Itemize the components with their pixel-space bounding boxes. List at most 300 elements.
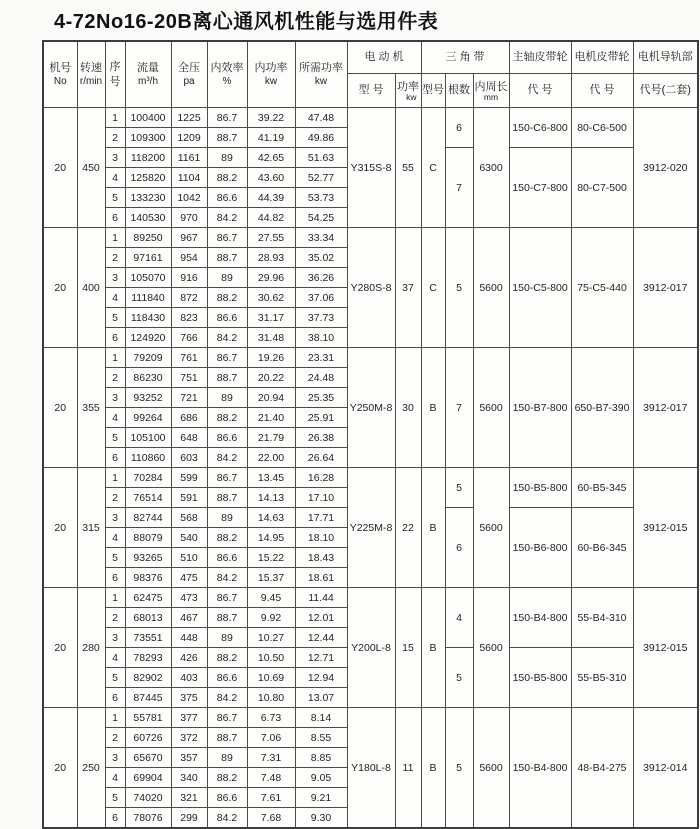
cell-rail-code: 3912-014 xyxy=(633,708,698,829)
col-speed: 转速 r/min xyxy=(77,41,105,108)
cell-seq: 6 xyxy=(105,208,125,228)
cell-internal-power: 7.06 xyxy=(247,728,295,748)
cell-pressure: 603 xyxy=(171,448,207,468)
cell-flow: 105070 xyxy=(125,268,171,288)
cell-belt-length: 5600 xyxy=(473,708,509,829)
cell-motor-model: Y315S-8 xyxy=(347,108,395,228)
cell-belt-length: 5600 xyxy=(473,468,509,588)
cell-required-power: 12.94 xyxy=(295,668,347,688)
cell-flow: 125820 xyxy=(125,168,171,188)
cell-rail-code: 3912-020 xyxy=(633,108,698,228)
cell-flow: 105100 xyxy=(125,428,171,448)
cell-required-power: 18.43 xyxy=(295,548,347,568)
cell-shaft-pulley-code: 150-C7-800 xyxy=(509,148,571,228)
cell-internal-power: 27.55 xyxy=(247,228,295,248)
cell-belt-count: 6 xyxy=(445,508,473,588)
cell-motor-pulley-code: 60-B6-345 xyxy=(571,508,633,588)
cell-required-power: 26.38 xyxy=(295,428,347,448)
table-row xyxy=(43,468,698,488)
cell-motor-pulley-code: 80-C6-500 xyxy=(571,108,633,148)
cell-rail-code: 3912-015 xyxy=(633,588,698,708)
cell-pressure: 403 xyxy=(171,668,207,688)
cell-pressure: 761 xyxy=(171,348,207,368)
cell-flow: 79209 xyxy=(125,348,171,368)
cell-pressure: 1042 xyxy=(171,188,207,208)
table-header xyxy=(43,41,698,108)
cell-shaft-pulley-code: 150-C5-800 xyxy=(509,228,571,348)
cell-internal-power: 14.13 xyxy=(247,488,295,508)
cell-motor-power: 22 xyxy=(395,468,421,588)
cell-seq: 6 xyxy=(105,328,125,348)
cell-shaft-pulley-code: 150-C6-800 xyxy=(509,108,571,148)
cell-flow: 98376 xyxy=(125,568,171,588)
cell-efficiency: 88.7 xyxy=(207,248,247,268)
cell-required-power: 11.44 xyxy=(295,588,347,608)
cell-flow: 86230 xyxy=(125,368,171,388)
cell-flow: 70284 xyxy=(125,468,171,488)
group-motor-rail: 电机导轨部 xyxy=(633,41,698,74)
cell-machine-no: 20 xyxy=(43,588,77,708)
cell-motor-pulley-code: 80-C7-500 xyxy=(571,148,633,228)
fan-spec-table xyxy=(42,40,699,829)
cell-shaft-pulley-code: 150-B4-800 xyxy=(509,708,571,829)
cell-shaft-pulley-code: 150-B5-800 xyxy=(509,468,571,508)
cell-seq: 1 xyxy=(105,228,125,248)
cell-seq: 5 xyxy=(105,188,125,208)
col-flow: 流量 m³/h xyxy=(125,41,171,108)
cell-internal-power: 21.40 xyxy=(247,408,295,428)
cell-internal-power: 15.22 xyxy=(247,548,295,568)
cell-flow: 93265 xyxy=(125,548,171,568)
cell-belt-length: 5600 xyxy=(473,228,509,348)
cell-flow: 99264 xyxy=(125,408,171,428)
cell-motor-power: 55 xyxy=(395,108,421,228)
cell-seq: 2 xyxy=(105,728,125,748)
cell-required-power: 37.73 xyxy=(295,308,347,328)
col-belt-length: 内周长 mm xyxy=(473,74,509,108)
cell-seq: 2 xyxy=(105,368,125,388)
cell-pressure: 475 xyxy=(171,568,207,588)
cell-required-power: 12.44 xyxy=(295,628,347,648)
cell-efficiency: 86.6 xyxy=(207,188,247,208)
cell-rail-code: 3912-017 xyxy=(633,348,698,468)
cell-flow: 87445 xyxy=(125,688,171,708)
cell-belt-count: 5 xyxy=(445,648,473,708)
cell-efficiency: 86.6 xyxy=(207,308,247,328)
cell-seq: 5 xyxy=(105,428,125,448)
cell-efficiency: 88.2 xyxy=(207,528,247,548)
group-v-belt: 三 角 带 xyxy=(421,41,509,74)
cell-motor-power: 37 xyxy=(395,228,421,348)
cell-pressure: 751 xyxy=(171,368,207,388)
cell-flow: 124920 xyxy=(125,328,171,348)
col-belt-model: 型号 xyxy=(421,74,445,108)
cell-belt-model: B xyxy=(421,588,445,708)
cell-belt-length: 5600 xyxy=(473,588,509,708)
cell-belt-model: C xyxy=(421,228,445,348)
cell-motor-model: Y225M-8 xyxy=(347,468,395,588)
cell-internal-power: 15.37 xyxy=(247,568,295,588)
cell-belt-length: 6300 xyxy=(473,108,509,228)
cell-pressure: 823 xyxy=(171,308,207,328)
cell-required-power: 24.48 xyxy=(295,368,347,388)
cell-pressure: 872 xyxy=(171,288,207,308)
col-seq: 序 号 xyxy=(105,41,125,108)
cell-pressure: 377 xyxy=(171,708,207,728)
cell-internal-power: 10.80 xyxy=(247,688,295,708)
cell-motor-pulley-code: 55-B5-310 xyxy=(571,648,633,708)
cell-belt-count: 5 xyxy=(445,468,473,508)
cell-flow: 109300 xyxy=(125,128,171,148)
cell-seq: 5 xyxy=(105,788,125,808)
cell-pressure: 766 xyxy=(171,328,207,348)
cell-efficiency: 88.2 xyxy=(207,168,247,188)
cell-speed: 355 xyxy=(77,348,105,468)
table-body xyxy=(43,108,698,829)
cell-belt-count: 7 xyxy=(445,148,473,228)
cell-efficiency: 84.2 xyxy=(207,328,247,348)
cell-seq: 2 xyxy=(105,128,125,148)
cell-speed: 250 xyxy=(77,708,105,829)
cell-belt-count: 4 xyxy=(445,588,473,648)
cell-required-power: 25.35 xyxy=(295,388,347,408)
cell-internal-power: 6.73 xyxy=(247,708,295,728)
cell-efficiency: 89 xyxy=(207,748,247,768)
cell-pressure: 591 xyxy=(171,488,207,508)
cell-efficiency: 89 xyxy=(207,388,247,408)
cell-pressure: 375 xyxy=(171,688,207,708)
cell-internal-power: 43.60 xyxy=(247,168,295,188)
cell-seq: 2 xyxy=(105,248,125,268)
cell-flow: 62475 xyxy=(125,588,171,608)
cell-flow: 118430 xyxy=(125,308,171,328)
cell-internal-power: 22.00 xyxy=(247,448,295,468)
cell-internal-power: 28.93 xyxy=(247,248,295,268)
cell-pressure: 467 xyxy=(171,608,207,628)
cell-seq: 4 xyxy=(105,288,125,308)
cell-seq: 3 xyxy=(105,268,125,288)
cell-shaft-pulley-code: 150-B7-800 xyxy=(509,348,571,468)
cell-flow: 78076 xyxy=(125,808,171,829)
cell-motor-power: 11 xyxy=(395,708,421,829)
cell-efficiency: 88.7 xyxy=(207,368,247,388)
cell-flow: 68013 xyxy=(125,608,171,628)
cell-pressure: 954 xyxy=(171,248,207,268)
cell-flow: 60726 xyxy=(125,728,171,748)
cell-internal-power: 7.61 xyxy=(247,788,295,808)
col-motor-pulley-code: 代 号 xyxy=(571,74,633,108)
col-shaft-pulley-code: 代 号 xyxy=(509,74,571,108)
cell-efficiency: 86.7 xyxy=(207,348,247,368)
cell-belt-length: 5600 xyxy=(473,348,509,468)
col-motor-power: 功率 kw xyxy=(395,74,421,108)
cell-internal-power: 21.79 xyxy=(247,428,295,448)
cell-internal-power: 44.82 xyxy=(247,208,295,228)
cell-seq: 3 xyxy=(105,388,125,408)
cell-flow: 74020 xyxy=(125,788,171,808)
col-rail-code: 代号(二套) xyxy=(633,74,698,108)
cell-required-power: 37.06 xyxy=(295,288,347,308)
col-internal-power: 内功率 kw xyxy=(247,41,295,108)
cell-pressure: 721 xyxy=(171,388,207,408)
cell-required-power: 9.30 xyxy=(295,808,347,829)
cell-shaft-pulley-code: 150-B6-800 xyxy=(509,508,571,588)
cell-speed: 280 xyxy=(77,588,105,708)
group-motor-pulley: 电机皮带轮 xyxy=(571,41,633,74)
cell-required-power: 9.21 xyxy=(295,788,347,808)
cell-pressure: 916 xyxy=(171,268,207,288)
cell-motor-pulley-code: 55-B4-310 xyxy=(571,588,633,648)
cell-seq: 4 xyxy=(105,408,125,428)
group-motor: 电 动 机 xyxy=(347,41,421,74)
cell-belt-count: 5 xyxy=(445,708,473,829)
page-title: 4-72No16-20B离心通风机性能与选用件表 xyxy=(54,11,439,33)
cell-efficiency: 86.6 xyxy=(207,548,247,568)
cell-required-power: 33.34 xyxy=(295,228,347,248)
cell-pressure: 1161 xyxy=(171,148,207,168)
cell-motor-model: Y180L-8 xyxy=(347,708,395,829)
cell-pressure: 648 xyxy=(171,428,207,448)
cell-efficiency: 84.2 xyxy=(207,448,247,468)
cell-pressure: 340 xyxy=(171,768,207,788)
cell-internal-power: 10.27 xyxy=(247,628,295,648)
cell-required-power: 25.91 xyxy=(295,408,347,428)
cell-seq: 6 xyxy=(105,688,125,708)
cell-motor-model: Y200L-8 xyxy=(347,588,395,708)
cell-seq: 3 xyxy=(105,148,125,168)
cell-seq: 2 xyxy=(105,488,125,508)
cell-internal-power: 10.69 xyxy=(247,668,295,688)
cell-machine-no: 20 xyxy=(43,108,77,228)
cell-seq: 4 xyxy=(105,648,125,668)
cell-efficiency: 84.2 xyxy=(207,208,247,228)
cell-flow: 73551 xyxy=(125,628,171,648)
cell-seq: 6 xyxy=(105,568,125,588)
cell-pressure: 1225 xyxy=(171,108,207,128)
cell-machine-no: 20 xyxy=(43,228,77,348)
cell-internal-power: 31.17 xyxy=(247,308,295,328)
cell-seq: 6 xyxy=(105,448,125,468)
cell-internal-power: 13.45 xyxy=(247,468,295,488)
col-motor-model: 型 号 xyxy=(347,74,395,108)
cell-shaft-pulley-code: 150-B4-800 xyxy=(509,588,571,648)
cell-required-power: 8.55 xyxy=(295,728,347,748)
cell-machine-no: 20 xyxy=(43,348,77,468)
cell-efficiency: 88.2 xyxy=(207,768,247,788)
cell-motor-power: 30 xyxy=(395,348,421,468)
cell-internal-power: 14.63 xyxy=(247,508,295,528)
cell-flow: 100400 xyxy=(125,108,171,128)
cell-motor-model: Y280S-8 xyxy=(347,228,395,348)
cell-required-power: 17.71 xyxy=(295,508,347,528)
cell-flow: 78293 xyxy=(125,648,171,668)
cell-efficiency: 86.7 xyxy=(207,588,247,608)
cell-pressure: 510 xyxy=(171,548,207,568)
cell-efficiency: 88.2 xyxy=(207,408,247,428)
cell-efficiency: 88.2 xyxy=(207,648,247,668)
cell-pressure: 1209 xyxy=(171,128,207,148)
cell-machine-no: 20 xyxy=(43,468,77,588)
col-required-power: 所需功率 kw xyxy=(295,41,347,108)
cell-efficiency: 88.2 xyxy=(207,288,247,308)
cell-motor-pulley-code: 650-B7-390 xyxy=(571,348,633,468)
cell-required-power: 8.14 xyxy=(295,708,347,728)
cell-efficiency: 86.7 xyxy=(207,468,247,488)
cell-internal-power: 31.48 xyxy=(247,328,295,348)
cell-pressure: 321 xyxy=(171,788,207,808)
cell-efficiency: 89 xyxy=(207,268,247,288)
cell-motor-pulley-code: 75-C5-440 xyxy=(571,228,633,348)
cell-seq: 4 xyxy=(105,168,125,188)
cell-required-power: 8.85 xyxy=(295,748,347,768)
cell-required-power: 54.25 xyxy=(295,208,347,228)
cell-flow: 55781 xyxy=(125,708,171,728)
cell-flow: 111840 xyxy=(125,288,171,308)
cell-seq: 2 xyxy=(105,608,125,628)
cell-speed: 400 xyxy=(77,228,105,348)
cell-required-power: 13.07 xyxy=(295,688,347,708)
cell-rail-code: 3912-017 xyxy=(633,228,698,348)
cell-required-power: 35.02 xyxy=(295,248,347,268)
cell-efficiency: 84.2 xyxy=(207,688,247,708)
cell-motor-pulley-code: 48-B4-275 xyxy=(571,708,633,829)
cell-required-power: 17.10 xyxy=(295,488,347,508)
cell-belt-model: B xyxy=(421,468,445,588)
cell-internal-power: 44.39 xyxy=(247,188,295,208)
cell-belt-count: 6 xyxy=(445,108,473,148)
cell-internal-power: 10.50 xyxy=(247,648,295,668)
cell-seq: 1 xyxy=(105,348,125,368)
cell-seq: 5 xyxy=(105,548,125,568)
cell-flow: 97161 xyxy=(125,248,171,268)
cell-pressure: 970 xyxy=(171,208,207,228)
cell-motor-pulley-code: 60-B5-345 xyxy=(571,468,633,508)
cell-seq: 4 xyxy=(105,768,125,788)
cell-internal-power: 41.19 xyxy=(247,128,295,148)
cell-efficiency: 86.6 xyxy=(207,668,247,688)
cell-flow: 110860 xyxy=(125,448,171,468)
cell-pressure: 568 xyxy=(171,508,207,528)
cell-seq: 4 xyxy=(105,528,125,548)
table-row xyxy=(43,348,698,368)
cell-efficiency: 89 xyxy=(207,148,247,168)
cell-flow: 65670 xyxy=(125,748,171,768)
cell-efficiency: 86.7 xyxy=(207,228,247,248)
cell-pressure: 1104 xyxy=(171,168,207,188)
cell-required-power: 49.86 xyxy=(295,128,347,148)
cell-internal-power: 20.22 xyxy=(247,368,295,388)
cell-pressure: 426 xyxy=(171,648,207,668)
cell-shaft-pulley-code: 150-B5-800 xyxy=(509,648,571,708)
cell-efficiency: 89 xyxy=(207,628,247,648)
cell-required-power: 47.48 xyxy=(295,108,347,128)
cell-internal-power: 7.48 xyxy=(247,768,295,788)
cell-required-power: 51.63 xyxy=(295,148,347,168)
cell-efficiency: 86.6 xyxy=(207,788,247,808)
cell-efficiency: 88.7 xyxy=(207,128,247,148)
cell-seq: 3 xyxy=(105,508,125,528)
cell-seq: 5 xyxy=(105,668,125,688)
table-row xyxy=(43,708,698,728)
cell-pressure: 357 xyxy=(171,748,207,768)
cell-motor-model: Y250M-8 xyxy=(347,348,395,468)
cell-flow: 93252 xyxy=(125,388,171,408)
cell-internal-power: 42.65 xyxy=(247,148,295,168)
cell-required-power: 18.10 xyxy=(295,528,347,548)
cell-required-power: 12.71 xyxy=(295,648,347,668)
cell-seq: 3 xyxy=(105,748,125,768)
cell-efficiency: 84.2 xyxy=(207,808,247,829)
cell-efficiency: 88.7 xyxy=(207,488,247,508)
cell-pressure: 448 xyxy=(171,628,207,648)
cell-internal-power: 20.94 xyxy=(247,388,295,408)
cell-belt-count: 5 xyxy=(445,228,473,348)
cell-flow: 118200 xyxy=(125,148,171,168)
cell-seq: 5 xyxy=(105,308,125,328)
cell-required-power: 16.28 xyxy=(295,468,347,488)
cell-seq: 1 xyxy=(105,108,125,128)
cell-efficiency: 86.7 xyxy=(207,708,247,728)
cell-flow: 140530 xyxy=(125,208,171,228)
cell-required-power: 23.31 xyxy=(295,348,347,368)
cell-required-power: 9.05 xyxy=(295,768,347,788)
cell-machine-no: 20 xyxy=(43,708,77,829)
cell-required-power: 38.10 xyxy=(295,328,347,348)
cell-internal-power: 29.96 xyxy=(247,268,295,288)
cell-internal-power: 14.95 xyxy=(247,528,295,548)
cell-required-power: 36.26 xyxy=(295,268,347,288)
cell-internal-power: 30.62 xyxy=(247,288,295,308)
cell-flow: 89250 xyxy=(125,228,171,248)
cell-belt-model: C xyxy=(421,108,445,228)
cell-belt-model: B xyxy=(421,708,445,829)
cell-pressure: 372 xyxy=(171,728,207,748)
cell-required-power: 12.01 xyxy=(295,608,347,628)
cell-flow: 76514 xyxy=(125,488,171,508)
cell-seq: 1 xyxy=(105,708,125,728)
cell-pressure: 686 xyxy=(171,408,207,428)
cell-flow: 88079 xyxy=(125,528,171,548)
cell-efficiency: 89 xyxy=(207,508,247,528)
cell-pressure: 540 xyxy=(171,528,207,548)
cell-efficiency: 84.2 xyxy=(207,568,247,588)
group-shaft-pulley: 主轴皮带轮 xyxy=(509,41,571,74)
cell-seq: 3 xyxy=(105,628,125,648)
cell-seq: 1 xyxy=(105,468,125,488)
cell-internal-power: 39.22 xyxy=(247,108,295,128)
cell-internal-power: 9.45 xyxy=(247,588,295,608)
cell-internal-power: 7.68 xyxy=(247,808,295,829)
col-pressure: 全压 pa xyxy=(171,41,207,108)
cell-efficiency: 88.7 xyxy=(207,608,247,628)
cell-flow: 82744 xyxy=(125,508,171,528)
cell-required-power: 52.77 xyxy=(295,168,347,188)
cell-internal-power: 9.92 xyxy=(247,608,295,628)
cell-pressure: 967 xyxy=(171,228,207,248)
cell-pressure: 299 xyxy=(171,808,207,829)
cell-flow: 133230 xyxy=(125,188,171,208)
cell-seq: 1 xyxy=(105,588,125,608)
cell-belt-model: B xyxy=(421,348,445,468)
col-belt-count: 根数 xyxy=(445,74,473,108)
cell-efficiency: 86.6 xyxy=(207,428,247,448)
col-efficiency: 内效率 % xyxy=(207,41,247,108)
table-row xyxy=(43,108,698,128)
cell-rail-code: 3912-015 xyxy=(633,468,698,588)
col-machine-no: 机号 No xyxy=(43,41,77,108)
cell-required-power: 53.73 xyxy=(295,188,347,208)
cell-pressure: 599 xyxy=(171,468,207,488)
